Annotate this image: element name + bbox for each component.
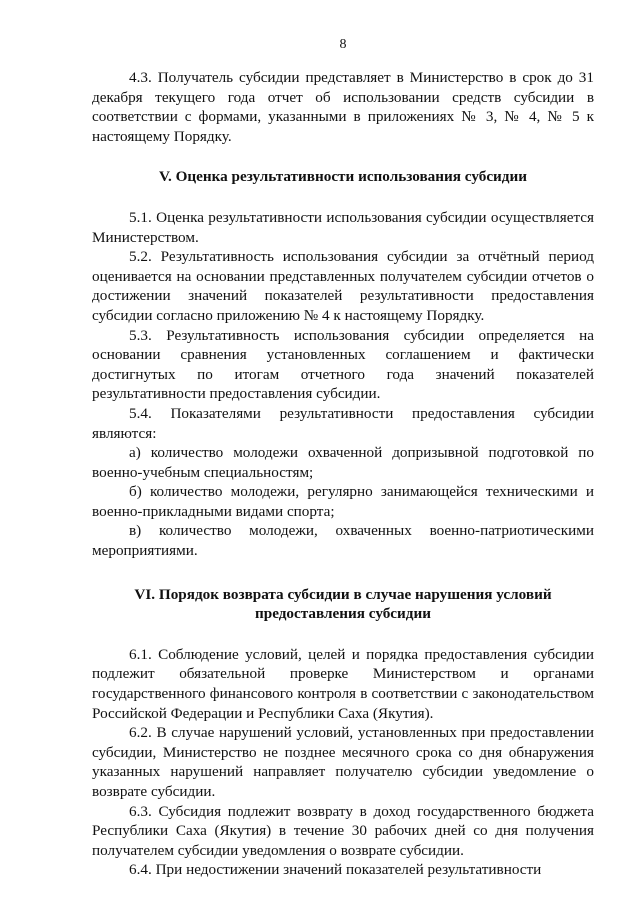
paragraph-5-4: 5.4. Показателями результативности предоставления субсидии являются: <box>92 404 594 442</box>
section-6-title-line-2: предоставления субсидии <box>255 605 431 623</box>
list-item-a: а) количество молодежи охваченной допризывной подготовкой по военно-учебным специальностям; <box>92 444 594 481</box>
list-item-b: б) количество молодежи, регулярно занимающейся техническими и военно-прикладными видами спорта; <box>92 483 594 520</box>
paragraph-4-3: 4.3. Получатель субсидии представляет в Министерство в срок до 31 декабря текущего года отчет об использовании средств субсидии в соответствии с формами, указанными в приложениях № 3, № 4, № 5 к настоящему Порядку. <box>92 69 594 145</box>
paragraph-6-3: 6.3. Субсидия подлежит возврату в доход государственного бюджета Республики Саха (Якутия) в течение 30 рабочих дней со дня получения получателем субсидии уведомления о возврате субсидии. <box>92 802 594 859</box>
paragraph-6-1: 6.1. Соблюдение условий, целей и порядка предоставления субсидии подлежит обязательной проверке Министерством и органами государственного финансового контроля в соответствии с законодательством Российской Федерации и Республики Саха (Якутия). <box>92 645 594 722</box>
section-6-title <box>92 585 594 624</box>
paragraph-6-4: 6.4. При недостижении значений показателей результативности <box>129 861 542 879</box>
paragraph-5-2: 5.2. Результативность использования субсидии за отчётный период оценивается на основании представленных получателем субсидии отчетов о достижении значений показателей результативности предоставления субсидии согласно приложению № 4 к настоящему Порядку. <box>92 248 594 324</box>
paragraph-6-2: 6.2. В случае нарушений условий, установленных при предоставлении субсидии, Министерство не позднее месячного срока со дня обнаружения указанных нарушений направляет получателю субсидии уведомление о возврате субсидии. <box>92 724 594 800</box>
section-5-title: V. Оценка результативности использования субсидии <box>158 168 527 186</box>
section-6-title-line-1: VI. Порядок возврата субсидии в случае нарушения условий <box>134 585 552 603</box>
page-number: 8 <box>339 37 347 52</box>
paragraph-5-3: 5.3. Результативность использования субсидии определяется на основании сравнения установленных соглашением и фактически достигнутых по итогам отчетного года значений показателей результативности предоставления субсидии. <box>92 326 594 403</box>
list-item-v: в) количество молодежи, охваченных военно-патриотическими мероприятиями. <box>92 522 594 560</box>
paragraph-5-1: 5.1. Оценка результативности использования субсидии осуществляется Министерством. <box>92 208 594 246</box>
